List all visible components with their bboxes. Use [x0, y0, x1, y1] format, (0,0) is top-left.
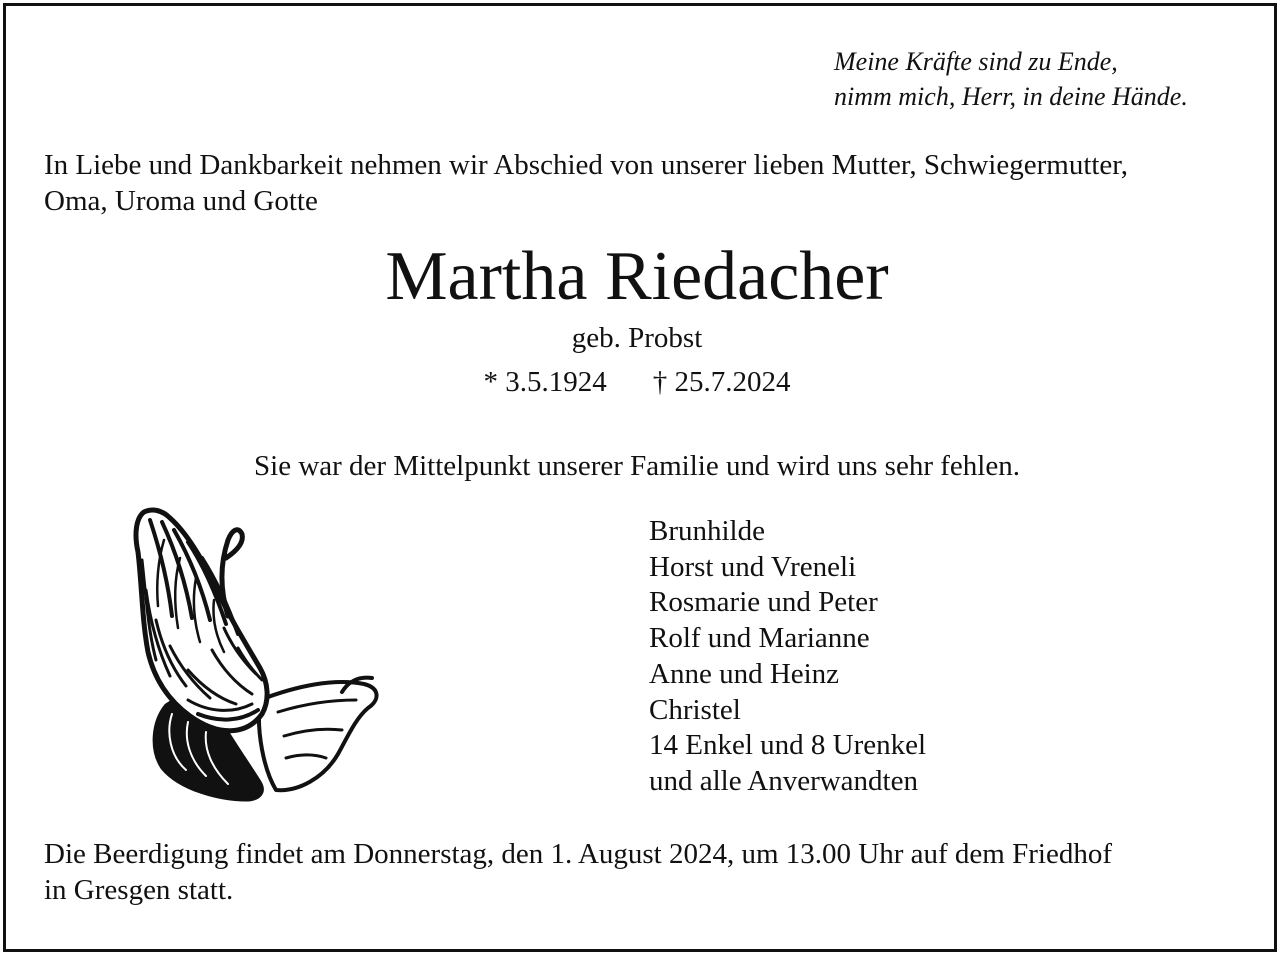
deceased-name: Martha Riedacher [385, 238, 889, 315]
funeral-notice [44, 836, 1236, 908]
praying-hands-icon [128, 500, 388, 810]
tagline: Sie war der Mittelpunkt unserer Familie und wird uns sehr fehlen. [254, 450, 1020, 482]
family-member: Rosmarie und Peter [649, 586, 878, 619]
motto-line-1: Meine Kräfte sind zu Ende, [834, 47, 1118, 76]
family-member: Christel [649, 693, 741, 726]
family-member: Anne und Heinz [649, 657, 840, 690]
intro-line-1: In Liebe und Dankbarkeit nehmen wir Abschied von unserer lieben Mutter, Schwiegermutter, [44, 149, 1129, 181]
motto-line-2: nimm mich, Herr, in deine Hände. [834, 82, 1188, 111]
maiden-name: geb. Probst [571, 322, 703, 354]
intro-line-2: Oma, Uroma und Gotte [44, 185, 318, 217]
family-member: und alle Anverwandten [649, 764, 918, 797]
intro-text [44, 147, 1236, 219]
family-member: Horst und Vreneli [649, 550, 857, 583]
family-member: Rolf und Marianne [649, 622, 870, 655]
family-member: 14 Enkel und 8 Urenkel [649, 729, 927, 762]
life-dates [0, 364, 1274, 400]
funeral-line-1: Die Beerdigung findet am Donnerstag, den 1. August 2024, um 13.00 Uhr auf dem Friedhof [44, 838, 1112, 870]
death-date: † 25.7.2024 [652, 366, 791, 398]
funeral-line-2: in Gresgen statt. [44, 874, 234, 906]
birth-date: * 3.5.1924 [483, 366, 607, 398]
family-member: Brunhilde [649, 515, 765, 547]
family-list [649, 514, 926, 800]
motto-verse [834, 44, 1188, 114]
